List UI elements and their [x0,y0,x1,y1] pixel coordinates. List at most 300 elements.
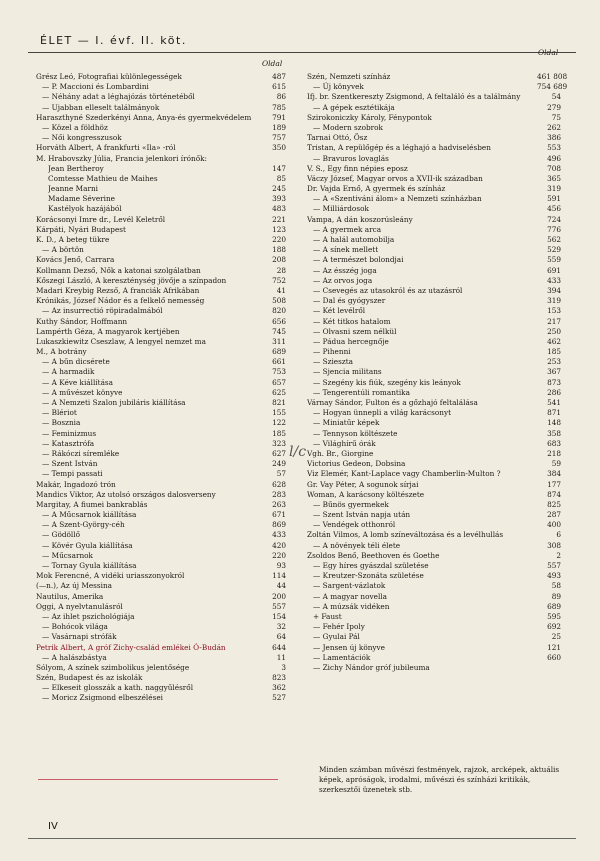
entry-page: 85 [276,173,286,183]
entry-title: — Szegény kis fiúk, szegény kis leányok [313,377,461,387]
index-entry [307,602,561,612]
entry-title: Várnay Sándor, Fulton és a gőzhajó feltalálása [307,398,478,407]
index-entry [307,306,561,316]
entry-page: 121 [547,642,561,652]
entry-page: 218 [547,448,561,458]
entry-page: 220 [272,235,286,244]
index-entry [36,286,286,296]
entry-page: 358 [547,428,561,438]
entry-page: 671 [272,510,286,520]
footer-rule [28,838,576,839]
entry-page: 433 [547,275,561,285]
entry-page: 147 [272,163,286,173]
index-entry [36,520,286,530]
entry-title: — Szent István napja után [313,510,411,520]
left-index-column [36,72,286,704]
index-entry [307,551,561,561]
entry-page: 245 [272,184,286,194]
left-col-header: Oldal [262,59,283,68]
entry-title: — Az ésszég joga [313,265,377,275]
entry-page: 57 [276,469,286,479]
entry-title: — Moricz Zsigmond elbeszélései [42,693,163,703]
entry-page: 660 [547,652,561,662]
entry-title: Madame Séverine [48,194,115,204]
entry-title: — Bohócok világa [42,622,108,632]
index-entry [36,103,286,113]
entry-page: 323 [272,438,286,448]
entry-page: 461 808 [537,72,568,81]
entry-title: Petrik Albert, A gróf Zichy-család emlékei Ó-Budán [36,642,226,652]
entry-title: — Feminizmus [42,428,97,438]
entry-page: 286 [547,387,561,397]
entry-page: 615 [272,82,286,92]
entry-title: Szén, Nemzeti színház [307,72,391,81]
entry-title: — Szent István [42,459,98,469]
entry-page: 367 [547,367,561,377]
entry-title: Haraszthyné Szederkényi Anna, Anya-és gyermekvédelem [36,112,252,122]
entry-page: 58 [551,581,561,591]
index-entry [307,82,568,92]
index-entry [307,215,561,225]
entry-page: 189 [272,122,286,132]
index-entry [36,133,286,143]
index-entry [307,235,561,245]
entry-page: 208 [272,255,286,265]
entry-title: — A halászbástya [42,652,107,662]
entry-title: — A bűn dicsérete [42,357,110,367]
index-entry [36,235,286,245]
entry-title: Ifj. br. Szentkereszty Zsigmond, A feltaláló és a találmány [307,92,521,102]
entry-page: 869 [272,520,286,530]
entry-page: 595 [547,611,561,621]
entry-page: 217 [547,316,561,326]
index-entry [36,225,286,235]
entry-title: — A sínek mellett [313,245,379,255]
index-entry [36,602,286,612]
index-entry [36,408,286,418]
entry-title: — Miniatűr képek [313,418,380,428]
index-entry [307,469,561,479]
entry-title: — Modern szobrok [313,122,383,132]
entry-page: 44 [276,581,286,591]
index-entry [307,500,561,510]
index-entry [36,184,286,194]
entry-title: Tristan, A repülőgép és a léghajó a hadviselésben [307,143,491,153]
entry-page: 249 [272,459,286,469]
entry-page: 508 [272,296,286,306]
entry-page: 591 [547,194,561,204]
entry-title: Mandics Viktor, Az utolsó országos dalosverseny [36,489,216,499]
entry-page: 724 [547,214,561,224]
entry-title: — Szieszta [313,357,353,367]
index-entry [36,398,286,408]
index-entry [36,459,286,469]
entry-page: 6 [556,530,561,540]
entry-title: Szirokoniczky Károly, Fénypontok [307,112,432,122]
index-entry [307,367,561,377]
index-entry [36,592,286,602]
index-entry [307,490,561,500]
entry-page: 820 [272,306,286,316]
entry-title: — Pádua hercegnője [313,336,389,346]
entry-page: 185 [272,428,286,438]
index-entry [36,653,286,663]
entry-page: 752 [272,275,286,285]
index-entry [36,622,286,632]
page-number: IV [48,821,58,832]
entry-title: — Fehér Ipoly [313,622,365,632]
index-entry [307,561,561,571]
entry-title: — A Szent-György-céh [42,520,125,530]
index-entry [36,347,286,357]
entry-page: 200 [272,591,286,601]
index-entry [36,357,286,367]
entry-page: 253 [547,357,561,367]
entry-title: — Bűnös gyermekek [313,499,389,509]
entry-page: 496 [547,153,561,163]
index-entry [307,429,561,439]
entry-title: — Elkeseit glosszák a kath. naggyűlésről [42,683,194,693]
entry-page: 557 [272,601,286,611]
entry-title: Tarnai Ottó, Ösz [307,133,368,143]
index-entry [307,541,561,551]
entry-title: M., A botrány [36,347,87,357]
entry-title: Mok Ferencné, A vidéki uriasszonyokról [36,571,185,581]
entry-page: 487 [272,72,286,81]
index-entry [36,72,286,82]
entry-page: 28 [276,265,286,275]
entry-page: 11 [276,652,286,662]
entry-title: Krónikás, József Nádor és a felkelő nemesség [36,296,205,306]
entry-page: 221 [272,214,286,224]
index-entry [36,490,286,500]
entry-page: 54 [551,92,561,102]
entry-title: — Kövér Gyula kiállítása [42,540,133,550]
index-entry [307,317,561,327]
entry-title: — Gödöllő [42,530,80,540]
index-entry [36,663,286,673]
entry-title: — Blériot [42,408,77,418]
entry-title: Zsoldos Benő, Beethoven és Goethe [307,550,440,560]
entry-title: — A harmadik [42,367,95,377]
entry-page: 776 [547,224,561,234]
entry-title: — Az insurrectió röpiradalmából [42,306,163,316]
entry-page: 823 [272,673,286,683]
entry-title: — Két levélről [313,306,366,316]
index-entry [36,510,286,520]
index-entry [307,286,561,296]
entry-title: — Egy híres gyászdal születése [313,561,429,570]
entry-page: 262 [547,122,561,132]
entry-page: 821 [272,398,286,407]
entry-title: — Műcsarnok [42,550,93,560]
entry-title: Jeanne Marni [48,184,98,194]
entry-title: — Lamentációk [313,652,371,662]
index-entry [307,337,561,347]
entry-title: — Új könyvek [313,82,364,92]
index-entry [36,418,286,428]
index-entry [307,378,561,388]
index-entry [36,480,286,490]
entry-page: 562 [547,235,561,244]
entry-title: — Az orvos joga [313,275,373,285]
index-entry [36,327,286,337]
entry-title: — Kreutzer-Szonáta születése [313,571,424,581]
index-entry [307,92,561,102]
entry-page: 657 [272,377,286,387]
entry-page: 41 [276,285,286,295]
index-entry [307,612,561,622]
entry-page: 745 [272,326,286,336]
entry-title: — Rákóczi síremléke [42,448,120,458]
entry-page: 661 [272,357,286,367]
entry-title: Váczy József, Magyar orvos a XVII-ik században [307,173,483,183]
entry-title: — A Műcsarnok kiállítása [42,510,137,520]
entry-page: 122 [272,418,286,428]
entry-title: Vgh. Br., Giorgine [307,448,374,458]
index-entry [307,592,561,602]
index-entry [36,632,286,642]
entry-title: — Gyulai Pál [313,632,360,642]
entry-page: 89 [551,591,561,601]
entry-page: 86 [276,92,286,102]
index-entry [307,194,561,204]
index-entry [36,530,286,540]
entry-page: 308 [547,540,561,550]
index-entry [36,693,286,703]
index-entry [36,143,286,153]
index-entry [307,398,561,408]
entry-title: — Hogyan ünnepli a világ karácsonyt [313,408,451,418]
entry-page: 148 [547,418,561,428]
entry-page: 483 [272,204,286,214]
entry-title: — Olvasni szem nélkül [313,326,397,336]
entry-page: 287 [547,510,561,520]
index-entry [307,72,568,82]
entry-page: 757 [272,133,286,143]
index-entry [36,429,286,439]
index-entry [307,255,561,265]
entry-title: Jean Bertheroy [48,163,104,173]
index-entry [307,418,561,428]
index-entry [307,225,561,235]
index-entry [36,255,286,265]
entry-title: — Vasárnapi strófák [42,632,117,642]
index-entry [36,571,286,581]
entry-title: Kuthy Sándor, Hoffmann [36,316,128,326]
index-entry [307,653,561,663]
entry-title: Kőszegi László, A kereszténység jövője a színpadon [36,275,227,285]
entry-title: Zoltán Vilmos, A lomb színeváltozása és a levélhullás [307,530,504,540]
index-entry [307,204,561,214]
entry-title: Victorius Gedeon, Dobsina [307,459,406,469]
entry-page: 75 [551,112,561,122]
entry-page: 627 [272,448,286,458]
entry-title: Kastélyok hazájából [48,204,122,214]
entry-title: — Női kongresszusok [42,133,122,143]
entry-page: 559 [547,255,561,265]
entry-title: — Sjencia militans [313,367,382,377]
index-entry [36,581,286,591]
entry-title: — A Nemzeti Szalon jubiláris kiállítása [42,398,186,407]
entry-page: 393 [272,194,286,204]
index-entry [36,276,286,286]
index-entry [307,276,561,286]
entry-title: — Néhány adat a léghajózás történetéből [42,92,195,102]
entry-page: 557 [547,561,561,570]
entry-page: 689 [547,601,561,611]
index-entry [36,245,286,255]
index-entry [307,113,561,123]
entry-page: 123 [272,224,286,234]
index-entry [307,164,561,174]
entry-title: — A növények téli élete [313,540,401,550]
entry-page: 319 [547,296,561,306]
entry-title: — A Kéve kiállítása [42,377,114,387]
index-entry [36,92,286,102]
entry-page: 708 [547,163,561,173]
entry-page: 2 [556,550,561,560]
entry-page: 3 [281,662,286,672]
index-entry [36,123,286,133]
entry-page: 250 [547,326,561,336]
entry-title: — Tengerentúli romantika [313,387,410,397]
entry-page: 753 [272,367,286,377]
index-entry [36,174,286,184]
entry-page: 279 [547,102,561,112]
index-entry [307,143,561,153]
entry-page: 177 [547,479,561,489]
entry-page: 365 [547,173,561,183]
entry-title: — A természet bolondjai [313,255,404,265]
entry-page: 362 [272,683,286,693]
entry-title: V. S., Egy finn népies eposz [307,163,408,173]
entry-title: Viz Elemér, Kant-Laplace vagy Chamberlin-Multon ? [307,469,501,479]
index-entry [307,480,561,490]
entry-page: 874 [547,489,561,499]
index-entry [307,459,561,469]
entry-title: — A gépek esztétikája [313,102,395,112]
entry-title: — Milliárdosok [313,204,369,214]
entry-title: Szén, Budapest és az iskolák [36,673,143,683]
entry-page: 32 [276,622,286,632]
index-entry [36,612,286,622]
entry-page: 692 [547,622,561,632]
entry-title: — Sargent-vázlatok [313,581,386,591]
index-entry [307,154,561,164]
entry-page: 527 [272,693,286,703]
entry-page: 93 [276,561,286,570]
entry-page: 59 [551,459,561,469]
entry-title: — Ujabban elleselt találmányok [42,102,160,112]
entry-title: — Tornay Gyula kiállítása [42,561,137,570]
index-entry [307,571,561,581]
index-entry [36,469,286,479]
entry-page: 155 [272,408,286,418]
entry-title: — Bravuros lovaglás [313,153,389,163]
entry-title: Korácsonyi Imre dr., Levél Keletről [36,214,166,224]
index-entry [307,174,561,184]
index-entry [36,673,286,683]
index-entry [307,327,561,337]
entry-title: Kovács Jenő, Carrara [36,255,115,265]
index-entry [36,439,286,449]
entry-title: Comtesse Mathieu de Maihes [48,173,158,183]
entry-page: 433 [272,530,286,540]
entry-title: Dr. Vajda Ernő, A gyermek és színház [307,184,446,194]
entry-title: — Tennyson költészete [313,428,398,438]
entry-title: (—n.), Az új Messina [36,581,113,591]
entry-page: 185 [547,347,561,357]
index-entry [36,551,286,561]
index-entry [36,164,286,174]
entry-title: Madari Kreybig Rezső, A franciák Afrikában [36,285,200,295]
entry-page: 64 [276,632,286,642]
entry-title: — Zichy Nándor gróf jubileuma [313,662,430,672]
page-header: ÉLET — I. évf. II. köt. [40,34,187,47]
entry-page: 644 [272,642,286,652]
index-entry [307,357,561,367]
index-entry [307,133,561,143]
entry-title: Sólyom, A színek szimbolikus jelentősége [36,662,190,672]
entry-title: — Katasztrófa [42,438,95,448]
index-entry [36,337,286,347]
entry-title: K. D., A beteg tükre [36,235,110,244]
entry-title: Woman, A karácsony költészete [307,489,425,499]
entry-page: 689 [272,347,286,357]
index-entry [307,439,561,449]
index-entry [307,103,561,113]
entry-page: 263 [272,499,286,509]
entry-page: 153 [547,306,561,316]
entry-page: 754 689 [537,82,568,92]
entry-page: 154 [272,611,286,621]
index-entry [307,530,561,540]
index-entry [36,296,286,306]
entry-page: 541 [547,398,561,407]
index-entry [36,541,286,551]
entry-page: 785 [272,102,286,112]
entry-title: — A múzsák vidéken [313,601,390,611]
entry-page: 683 [547,438,561,448]
entry-title: — A «Szentiváni álom» a Nemzeti színházban [313,194,482,204]
entry-page: 628 [272,479,286,489]
entry-title: Makár, Ingadozó trón [36,479,116,489]
entry-title: M. Hrabovszky Júlia, Francia jelenkori írónők: [36,153,207,163]
entry-page: 493 [547,571,561,581]
entry-page: 311 [272,336,286,346]
entry-title: Gr. Vay Péter, A sogunok sírjai [307,479,419,489]
entry-title: Oggi, A nyelvtanulásról [36,601,123,611]
index-entry [36,367,286,377]
entry-title: Kollmann Dezső, Nők a katonai szolgálatban [36,265,201,275]
entry-title: Lampérth Géza, A magyarok kertjében [36,326,180,336]
entry-title: — A magyar novella [313,591,387,601]
entry-page: 871 [547,408,561,418]
entry-page: 384 [547,469,561,479]
entry-title: — Csevegés az utasokról és az utazásról [313,285,463,295]
index-entry [307,622,561,632]
pencil-underline [38,779,278,780]
right-index-column [307,72,568,673]
header-rule [28,52,576,53]
entry-page: 400 [547,520,561,530]
entry-title: Margitay, A fiumei bankrablás [36,499,148,509]
entry-page: 420 [272,540,286,550]
index-entry [36,194,286,204]
entry-title: — A halál automobilja [313,235,395,244]
index-entry [307,296,561,306]
